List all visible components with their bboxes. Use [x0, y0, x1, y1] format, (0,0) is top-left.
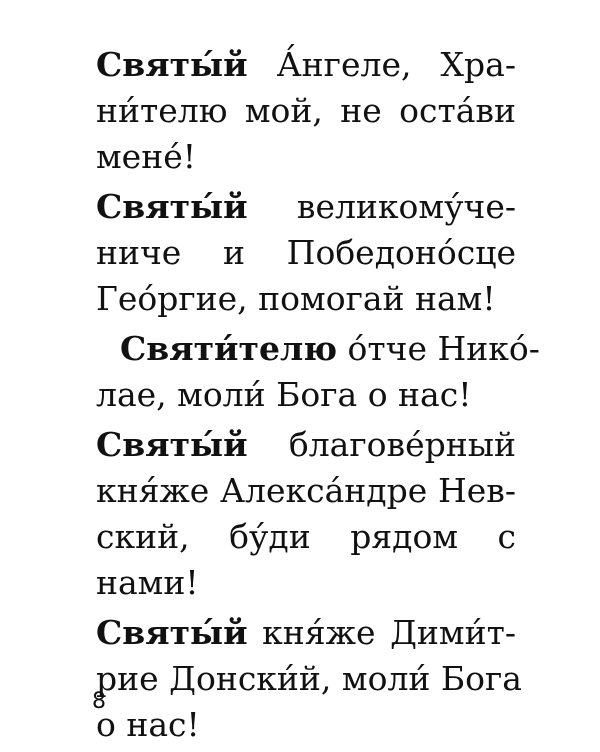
prayer-alexander-nevsky [96, 422, 516, 606]
prayer-line: нами! [96, 563, 199, 602]
prayer-dmitry-donskoy [96, 610, 522, 748]
prayer-line: кня́же Алекса́ндре Нев- [96, 471, 516, 510]
prayer-line: мене́! [96, 137, 196, 176]
prayer-line: Святы́й великому́че- [96, 187, 516, 226]
saint-invocation: Святы́й [96, 45, 248, 84]
prayer-line: ский, бу́ди рядом с [96, 517, 516, 556]
prayer-line: ни́телю мой, не оста́ви [96, 91, 516, 130]
saint-invocation: Святи́телю [120, 329, 338, 368]
page-number: 8 [92, 689, 106, 714]
prayer-line: Святы́й кня́же Дими́т- [96, 613, 516, 652]
prayer-saint-nicholas [96, 326, 540, 418]
prayer-line: Святы́й А́нгеле, Хра- [96, 45, 516, 84]
saint-invocation: Святы́й [96, 425, 248, 464]
prayer-saint-george [96, 184, 516, 322]
saint-invocation: Святы́й [96, 187, 248, 226]
prayer-line: Святи́телю о́тче Нико́- [120, 329, 540, 368]
prayer-line: лае, моли́ Бога о нас! [96, 375, 472, 414]
prayer-guardian-angel [96, 42, 516, 180]
prayer-line: о нас! [96, 705, 200, 744]
saint-invocation: Святы́й [96, 613, 248, 652]
prayer-text [96, 42, 540, 752]
prayer-line: ниче и Победоно́сце [96, 233, 516, 272]
prayer-line: Святы́й благове́рный [96, 425, 516, 464]
prayer-line: Гео́ргие, помогай нам! [96, 279, 496, 318]
prayer-line: рие Донски́й, моли́ Бога [96, 659, 522, 698]
